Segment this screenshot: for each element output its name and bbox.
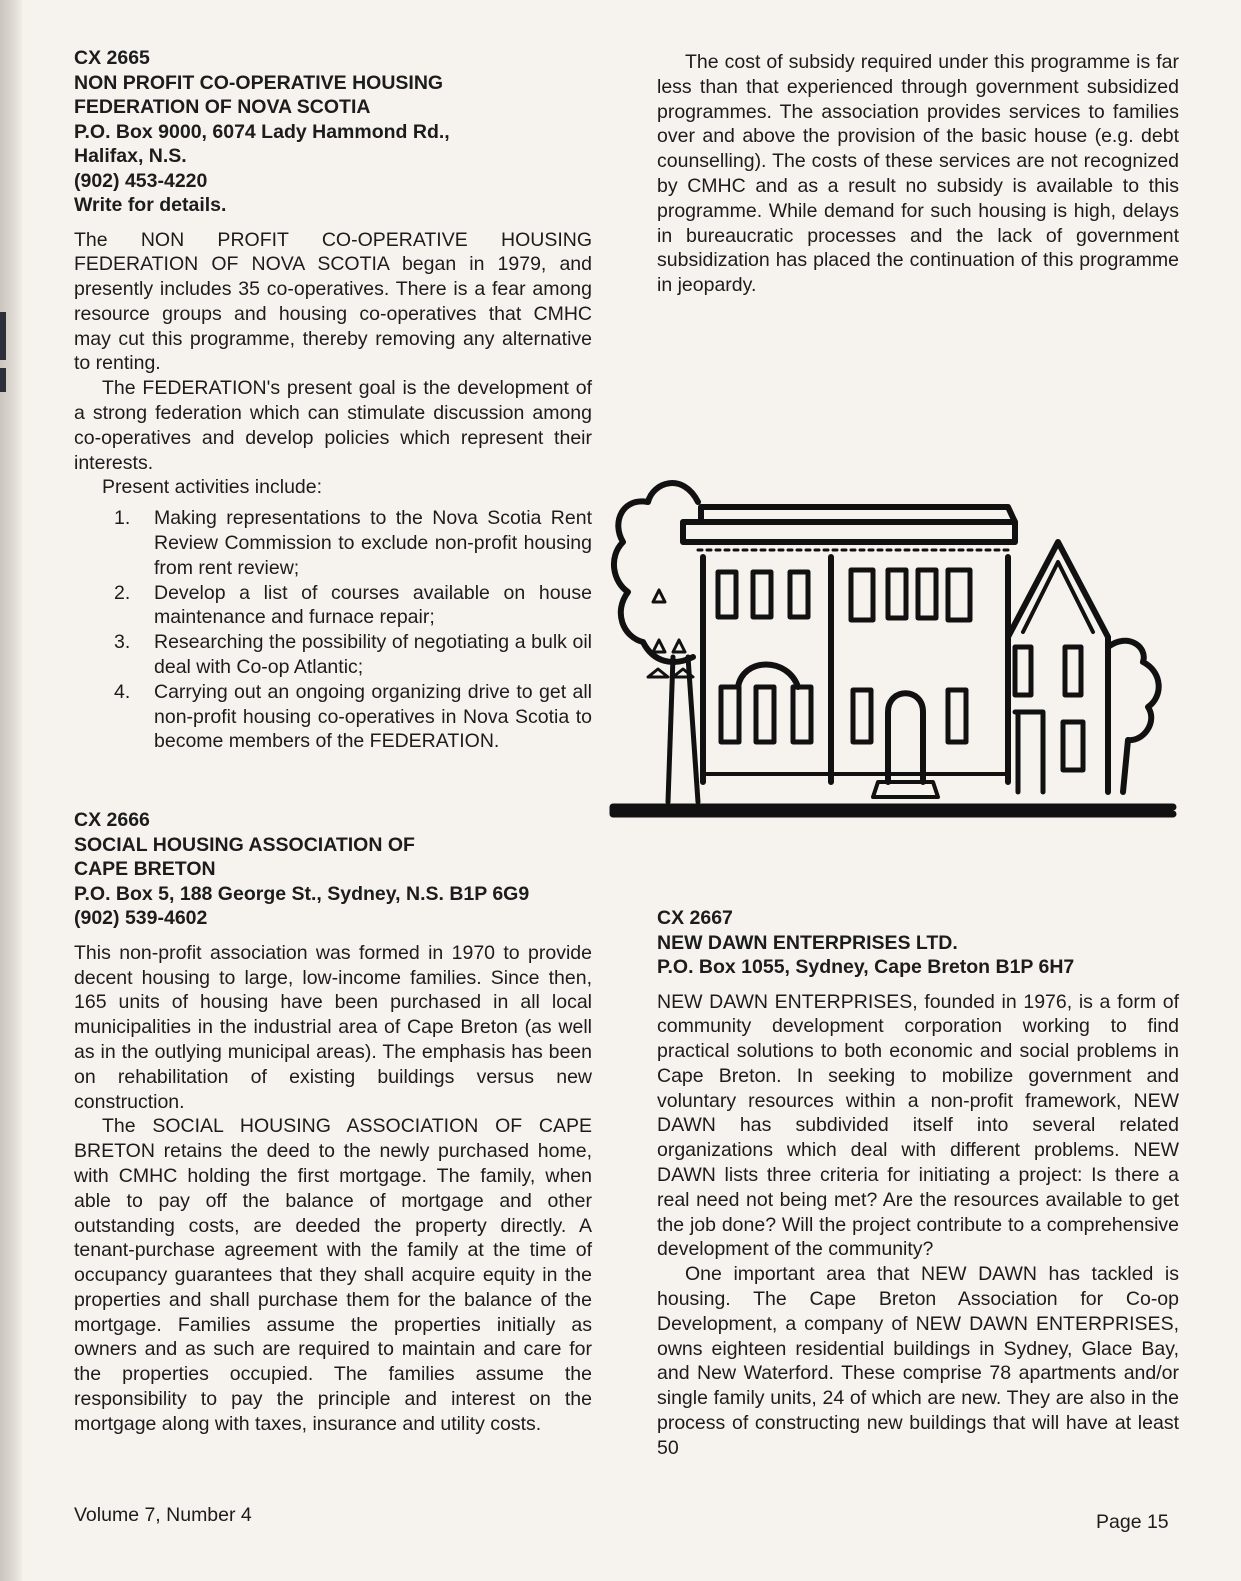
list-number: 1. bbox=[114, 507, 131, 530]
entry-code: CX 2666 bbox=[74, 809, 150, 832]
entry-body bbox=[657, 990, 1179, 1461]
entry-address: P.O. Box 5, 188 George St., Sydney, N.S. B1P 6G9 bbox=[74, 882, 530, 905]
page-binding-gutter bbox=[0, 0, 22, 1581]
entry-name: NON PROFIT CO-OPERATIVE HOUSING bbox=[74, 71, 444, 94]
entry-address: P.O. Box 1055, Sydney, Cape Breton B1P 6H7 bbox=[657, 956, 1075, 978]
paragraph: The FEDERATION's present goal is the development of a strong federation which can stimulate discussion among co-operatives and develop policies which represent their interests. bbox=[74, 377, 592, 474]
entry-body-continued bbox=[657, 50, 1179, 298]
right-column-lower bbox=[657, 906, 1179, 1461]
entry-address: Halifax, N.S. bbox=[74, 145, 187, 167]
list-number: 3. bbox=[114, 631, 131, 654]
entry-body bbox=[74, 941, 592, 1437]
list-item bbox=[74, 680, 592, 754]
entry-address: P.O. Box 9000, 6074 Lady Hammond Rd., bbox=[74, 120, 450, 143]
activities-list bbox=[74, 506, 592, 754]
list-text: Researching the possibility of negotiating a bulk oil deal with Co-op Atlantic; bbox=[154, 631, 592, 679]
entry-name: CAPE BRETON bbox=[74, 858, 216, 881]
entry-name: NEW DAWN ENTERPRISES LTD. bbox=[657, 931, 958, 954]
paragraph: NEW DAWN ENTERPRISES, founded in 1976, is a form of community development corporation working to find practical solutions to both economic and social problems in Cape Breton. In seeking to mobilize government and voluntary resources within a non-profit framework, NEW DAWN has subdivided itself into several related organizations which deal with different problems. NEW DAWN lists three criteria for initiating a project: Is there a real need not being met? Are the resources available to get the job done? Will the project contribute to a comprehensive development of the community? bbox=[657, 990, 1179, 1261]
entry-name: FEDERATION OF NOVA SCOTIA bbox=[74, 96, 371, 118]
paragraph: The SOCIAL HOUSING ASSOCIATION OF CAPE BRETON retains the deed to the newly purchased home, with CMHC holding the first mortgage. The family, when able to pay off the balance of mortgage and other outstanding costs, are deeded the property directly. A tenant-purchase agreement with the family at the time of occupancy guarantees that they shall acquire equity in the properties and shall purchase them for the balance of the mortgage. Families assume the properties initially as owners and as such are required to maintain and care for the properties occupied. The families assume the responsibility to pay the principle and interest on the mortgage along with taxes, insurance and utility costs. bbox=[74, 1115, 592, 1435]
entry-header bbox=[657, 906, 1179, 980]
list-item bbox=[74, 581, 592, 631]
entry-cx2665 bbox=[74, 46, 592, 754]
list-item bbox=[74, 630, 592, 680]
binding-mark bbox=[0, 312, 6, 360]
entry-phone: (902) 539-4602 bbox=[74, 907, 208, 930]
issue-label: Volume 7, Number 4 bbox=[74, 1504, 252, 1526]
paragraph: The NON PROFIT CO-OPERATIVE HOUSING FEDERATION OF NOVA SCOTIA began in 1979, and presently includes 35 co-operatives. There is a fear among resource groups and housing co-operatives that CMHC may cut this programme, thereby removing any alternative to renting. bbox=[74, 228, 592, 375]
townhouse-illustration-icon bbox=[603, 462, 1181, 822]
entry-note: Write for details. bbox=[74, 194, 227, 216]
entry-header bbox=[74, 808, 592, 931]
list-text: Carrying out an ongoing organizing drive to get all non-profit housing co-operatives in Nova Scotia to become members of the FEDERATION. bbox=[154, 680, 592, 753]
paragraph: The cost of subsidy required under this programme is far less than that experienced through government subsidized programmes. The association provides services to families over and above the provision of the basic house (e.g. debt counselling). The costs of these services are not recognized by CMHC and as a result no subsidy is available to this programme. While demand for such housing is high, delays in bureaucratic processes and the lack of government subsidization has placed the continuation of this programme in jeopardy. bbox=[657, 51, 1179, 297]
list-text: Develop a list of courses available on house maintenance and furnace repair; bbox=[154, 581, 592, 629]
paragraph: Present activities include: bbox=[102, 476, 323, 499]
list-number: 2. bbox=[114, 581, 131, 604]
binding-mark bbox=[0, 368, 6, 392]
list-number: 4. bbox=[114, 680, 131, 703]
left-column bbox=[74, 46, 592, 1437]
entry-header bbox=[74, 46, 592, 218]
entry-name: SOCIAL HOUSING ASSOCIATION OF bbox=[74, 833, 415, 856]
entry-phone: (902) 453-4220 bbox=[74, 169, 208, 192]
list-text: Making representations to the Nova Scotia Rent Review Commission to exclude non-profit housing from rent review; bbox=[154, 507, 592, 579]
page-number: Page 15 bbox=[1096, 1511, 1169, 1533]
entry-body bbox=[74, 228, 592, 501]
entry-code: CX 2665 bbox=[74, 47, 150, 69]
paragraph: This non-profit association was formed in 1970 to provide decent housing to large, low-income families. Since then, 165 units of housing have been purchased in all local municipalities in the industrial area of Cape Breton (as well as in the outlying municipal areas). The emphasis has been on rehabilitation of existing buildings versus new construction. bbox=[74, 941, 592, 1113]
entry-cx2666 bbox=[74, 808, 592, 1436]
entry-cx2667 bbox=[657, 906, 1179, 1461]
paragraph: One important area that NEW DAWN has tackled is housing. The Cape Breton Association for Co-op Development, a company of NEW DAWN ENTERPRISES, owns eighteen residential buildings in Sydney, Glace Bay, and New Waterford. These comprise 78 apartments and/or single family units, 24 of which are new. They are also in the process of constructing new buildings that will have at least 50 bbox=[657, 1263, 1179, 1459]
right-column bbox=[657, 50, 1179, 298]
entry-code: CX 2667 bbox=[657, 907, 733, 929]
list-item bbox=[74, 506, 592, 580]
